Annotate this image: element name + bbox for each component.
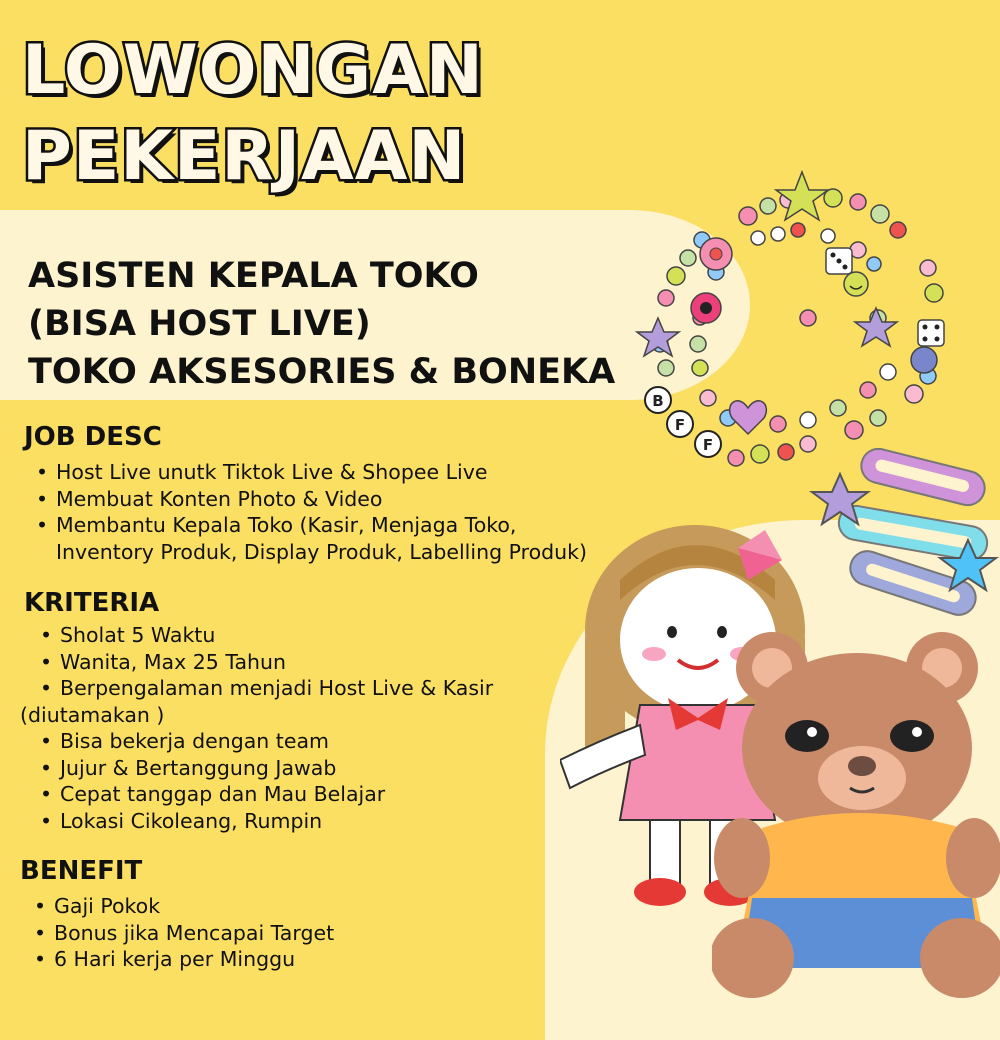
bracelet-letter: F <box>702 436 714 454</box>
list-item: • Membantu Kepala Toko (Kasir, Menjaga Toko, <box>30 512 650 539</box>
bracelet-letter: F <box>674 416 686 434</box>
headline <box>22 28 484 200</box>
list-item-continuation: (diutamakan ) <box>20 702 165 727</box>
list-item: • Cepat tanggap dan Mau Belajar <box>34 781 580 808</box>
list-item: • Bisa bekerja dengan team <box>34 728 580 755</box>
list-item: • Host Live unutk Tiktok Live & Shopee Live <box>30 459 650 486</box>
headline-line-1: LOWONGAN <box>22 31 484 110</box>
kriteria-list <box>20 622 580 834</box>
job-role <box>28 252 615 396</box>
benefit-title: BENEFIT <box>20 856 143 886</box>
kriteria-title: KRITERIA <box>24 588 160 618</box>
list-item: • Bonus jika Mencapai Target <box>28 920 448 947</box>
list-item: • Membuat Konten Photo & Video <box>30 486 650 513</box>
headline-line-2: PEKERJAAN <box>22 117 467 196</box>
bracelet-letter: B <box>652 392 664 410</box>
hair-clip-icon <box>808 448 1000 618</box>
list-item: • Jujur & Bertanggung Jawab <box>34 755 580 782</box>
bracelet-icon <box>628 168 968 478</box>
list-item: • Berpengalaman menjadi Host Live & Kasir <box>34 675 580 702</box>
role-line-2: (BISA HOST LIVE) <box>28 304 371 344</box>
teddy-bear-icon <box>712 628 1000 1000</box>
list-item: • 6 Hari kerja per Minggu <box>28 946 448 973</box>
list-item: • Wanita, Max 25 Tahun <box>34 649 580 676</box>
role-line-3: TOKO AKSESORIES & BONEKA <box>28 352 616 392</box>
list-item: • Gaji Pokok <box>28 893 448 920</box>
job-desc-title: JOB DESC <box>24 422 162 452</box>
job-desc-list <box>30 459 650 565</box>
benefit-list <box>28 893 448 973</box>
list-item-continuation: Inventory Produk, Display Produk, Labelling Produk) <box>56 539 587 564</box>
list-item: • Sholat 5 Waktu <box>34 622 580 649</box>
role-line-1: ASISTEN KEPALA TOKO <box>28 256 479 296</box>
list-item: • Lokasi Cikoleang, Rumpin <box>34 808 580 835</box>
